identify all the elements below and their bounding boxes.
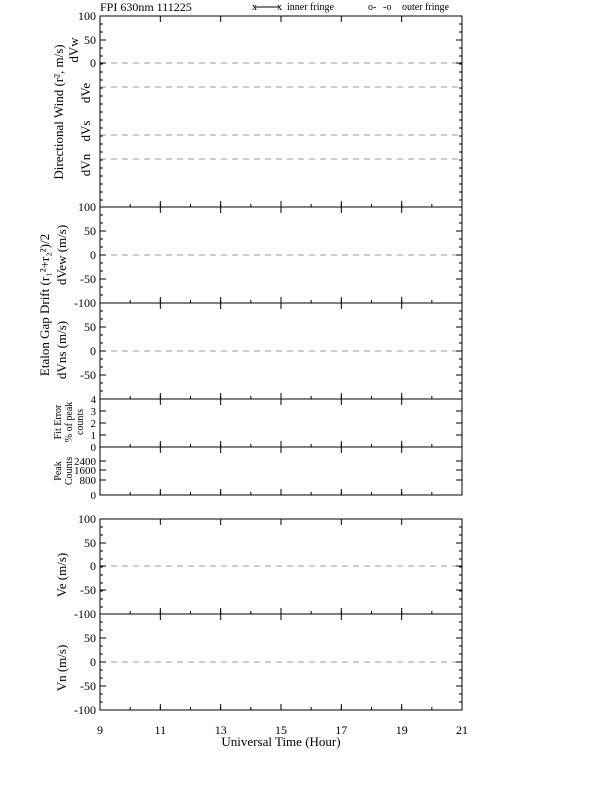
y-title-fit-error-3: counts <box>75 408 86 436</box>
plot-title: FPI 630nm 111225 <box>100 0 192 14</box>
series-label-dVs: dVs <box>78 120 93 142</box>
legend-outer-marker-right: -o <box>383 2 392 13</box>
y-tick-label: 50 <box>84 536 96 550</box>
y-tick-label: -100 <box>74 703 96 717</box>
legend-outer-marker-left: o- <box>368 2 377 13</box>
panel-frame-directional-wind <box>100 16 462 207</box>
legend-outer-label: outer fringe <box>402 2 449 13</box>
legend-inner-marker-left: x <box>252 2 257 13</box>
x-tick-label: 13 <box>214 723 227 737</box>
series-label-dVn: dVn <box>78 153 93 177</box>
y-title-fit-error-1: Fit Error <box>53 404 64 440</box>
y-title-dvew: dVew (m/s) <box>54 224 69 286</box>
x-tick-label: 15 <box>275 723 287 737</box>
y-tick-label: -100 <box>74 296 96 310</box>
y-tick-label: 0 <box>90 655 96 669</box>
y-title-ve: Ve (m/s) <box>54 552 69 598</box>
y-tick-label: 4 <box>90 394 96 406</box>
y-tick-label: 100 <box>78 200 96 214</box>
legend-item-outer <box>368 2 449 13</box>
y-tick-label: -50 <box>80 368 96 382</box>
y-tick-label: 50 <box>84 224 96 238</box>
y-title-dvns: dVns (m/s) <box>54 320 69 380</box>
x-tick-label: 17 <box>335 723 348 737</box>
legend-inner-label: inner fringe <box>287 2 334 13</box>
y-title-vn: Vn (m/s) <box>54 644 69 692</box>
y-tick-label: 2 <box>90 418 96 430</box>
y-tick-label: -100 <box>74 607 96 621</box>
y-tick-label: 1 <box>90 430 96 442</box>
y-tick-label: -50 <box>80 272 96 286</box>
y-title-fit-error-2: % of peak <box>64 401 75 443</box>
panels <box>74 9 462 717</box>
legend <box>252 2 449 13</box>
legend-item-inner <box>252 2 334 13</box>
panel-frame-peak-counts <box>100 447 462 495</box>
y-tick-label: 100 <box>78 512 96 526</box>
y-tick-label: 50 <box>84 631 96 645</box>
y-tick-label: 50 <box>84 320 96 334</box>
x-axis-title: Universal Time (Hour) <box>221 734 341 749</box>
y-tick-label: -50 <box>80 583 96 597</box>
x-tick-label: 11 <box>154 723 167 737</box>
y-tick-label: 3 <box>90 406 96 418</box>
y-title-directional-wind: Directional Wind (r², m/s) <box>51 44 66 180</box>
y-title-etalon-gap-drift: Etalon Gap Drift (r₁²+r₂²)/2 <box>37 233 52 377</box>
y-tick-label: 2400 <box>74 456 96 468</box>
directional-series-labels <box>66 37 93 176</box>
x-tick-label: 19 <box>395 723 408 737</box>
series-label-dVe: dVe <box>78 82 93 104</box>
y-tick-label: 0 <box>90 248 96 262</box>
y-tick-label: 0 <box>90 559 96 573</box>
y-title-peak-2: Counts <box>64 456 75 486</box>
y-tick-label: 0 <box>90 344 96 358</box>
x-tick-label: 9 <box>97 723 103 737</box>
y-tick-label: 1600 <box>74 465 96 477</box>
series-label-dVw: dVw <box>66 37 81 63</box>
y-tick-label: 0 <box>90 442 96 454</box>
y-title-peak-1: Peak <box>53 461 64 481</box>
y-tick-label: 100 <box>78 9 96 23</box>
y-tick-label: 800 <box>79 475 96 487</box>
x-tick-label: 21 <box>456 723 468 737</box>
legend-inner-marker-right: x <box>277 2 282 13</box>
panel-frame-fit-error <box>100 399 462 447</box>
y-tick-label: 50 <box>84 33 96 47</box>
y-tick-label: -50 <box>80 679 96 693</box>
y-tick-label: 0 <box>90 490 96 502</box>
y-tick-label: 0 <box>90 56 96 70</box>
